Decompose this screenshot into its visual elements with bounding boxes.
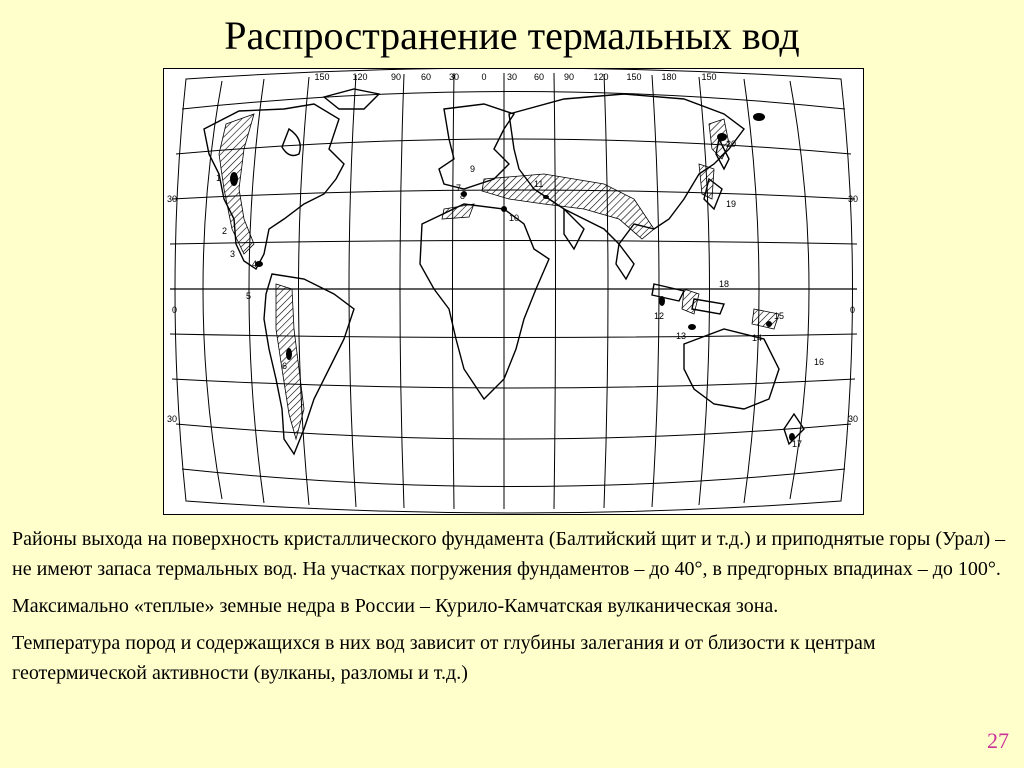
zone-number: 14 [752,333,763,343]
lat-label: 30 [848,414,859,424]
zone-number: 3 [230,249,236,259]
zone-number: 5 [246,291,252,301]
lat-label: 30 [167,414,178,424]
africa-outline [420,204,549,399]
lon-label: 150 [314,72,330,82]
australia-outline [684,329,779,409]
zone-number: 18 [719,279,730,289]
zone-number: 13 [676,331,687,341]
zone-mediterranean-asia [482,174,654,239]
zone-number: 16 [814,357,825,367]
lon-label: 150 [701,72,717,82]
zone-number: 1 [216,173,222,183]
zone-number: 4 [252,259,258,269]
zone-number: 2 [222,226,228,236]
paragraph-kamchatka: Максимально «теплые» земные недра в России – Курило-Камчатская вулканическая зона. [12,595,779,617]
lon-label: 60 [420,72,432,82]
zone-number: 8 [460,191,466,201]
zone-number: 19 [726,199,737,209]
zone-number: 9 [470,164,476,174]
lon-label: 90 [563,72,575,82]
zone-number: 15 [774,311,785,321]
zone-number: 11 [534,179,544,189]
thermal-waters-map [163,68,864,515]
zone-number: 10 [509,213,520,223]
zone-number: 6 [282,361,288,371]
lon-label: 120 [352,72,368,82]
lon-label: 60 [533,72,545,82]
lon-label: 150 [626,72,642,82]
zone-number: 7 [456,183,462,193]
lon-label: 180 [661,72,677,82]
thermal-spots [230,113,795,441]
world-map-graphic [164,69,863,514]
zone-number: 17 [792,439,803,449]
lat-label: 0 [172,305,178,315]
zone-number: 20 [726,139,737,149]
lat-label: 0 [850,305,856,315]
lon-label: 0 [481,72,487,82]
zone-japan [699,164,714,199]
zone-number: 12 [654,311,665,321]
paragraph-basement: Районы выхода на поверхность кристаллического фундамента (Балтийский щит и т.д.) и приподнятые горы (Урал) – не имеют запаса термальных вод. На участках погружения фундаментов – до 40°, в предгорных впадинах – до 100°. [12,528,1006,580]
paragraph-temperature: Температура пород и содержащихся в них вод зависит от глубины залегания и от близости к центрам геотермической активности (вулканы, разломы и т.д.) [12,632,876,684]
lat-label: 30 [848,194,859,204]
lon-label: 30 [448,72,460,82]
europe-outline [439,104,514,189]
lon-label: 30 [506,72,518,82]
slide-body [12,524,1012,695]
longitude-labels [314,72,716,82]
lon-label: 120 [593,72,609,82]
lon-label: 90 [390,72,402,82]
lat-label: 30 [167,194,178,204]
slide-title: Распространение термальных вод [224,13,800,58]
page-number: 27 [987,728,1009,753]
